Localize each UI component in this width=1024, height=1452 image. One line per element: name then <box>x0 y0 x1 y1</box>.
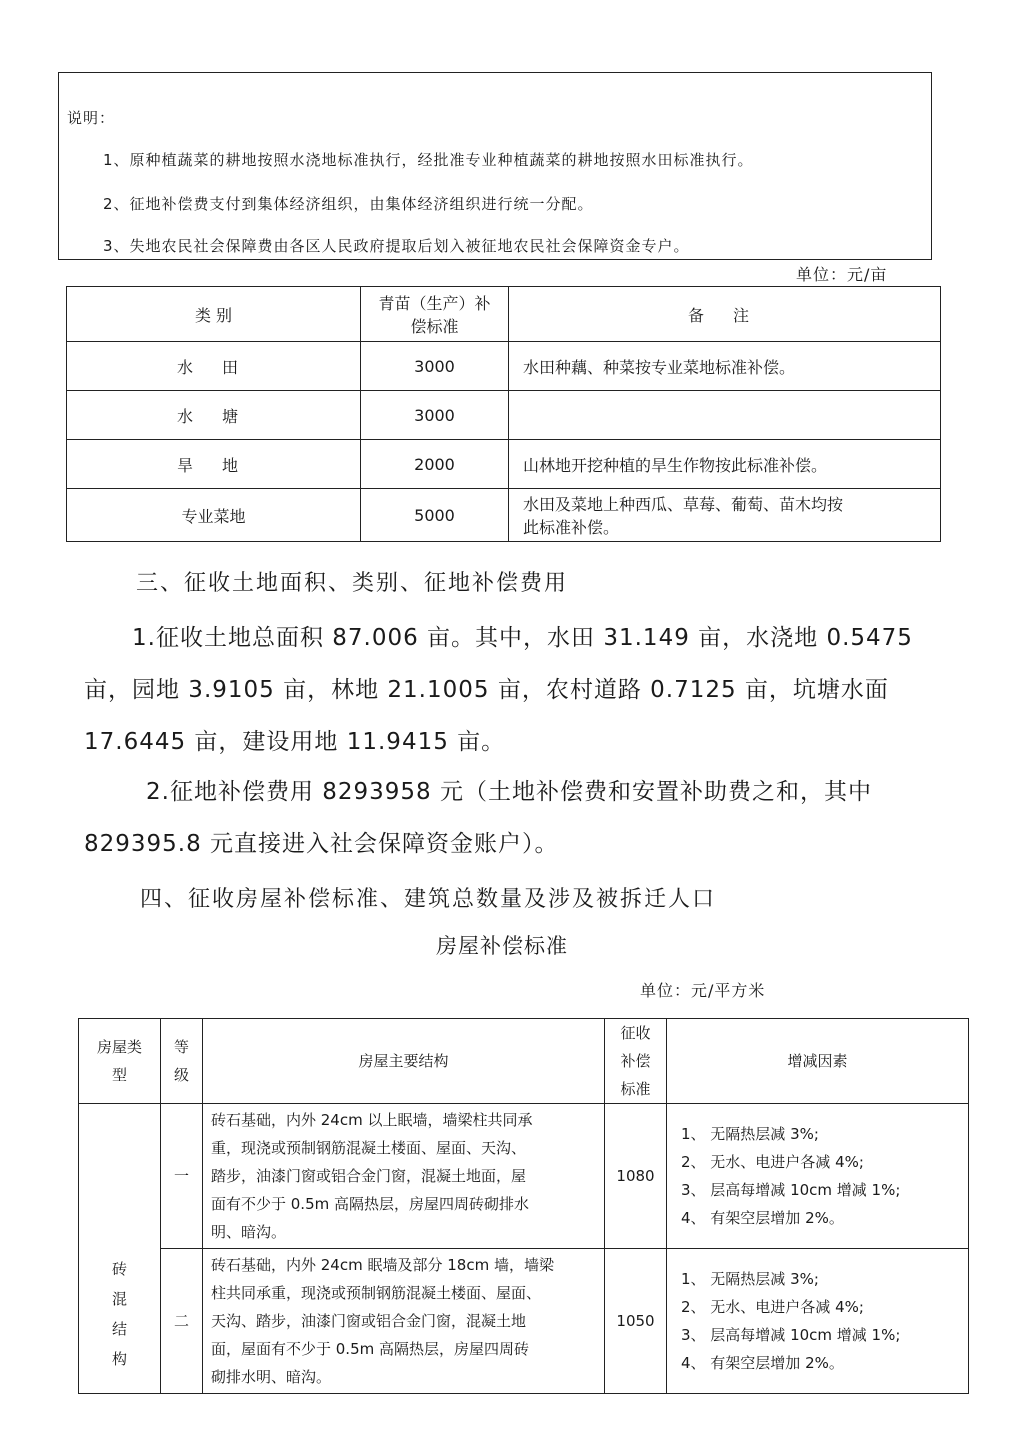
header-remark: 备 注 <box>509 287 941 342</box>
header-house-type-line1: 房屋类 <box>96 1038 142 1056</box>
row-remark-line2: 此标准补偿。 <box>523 518 620 537</box>
row-remark <box>509 391 941 440</box>
section4-heading: 四、征收房屋补偿标准、建筑总数量及涉及被拆迁人口 <box>140 887 717 912</box>
table1-unit: 单位：元/亩 <box>796 265 888 284</box>
header-standard-line1: 征收 <box>620 1024 651 1042</box>
row-standard: 5000 <box>361 489 509 542</box>
house-type-char: 砖 <box>111 1259 127 1278</box>
header-standard <box>361 287 509 342</box>
house-type-text <box>79 1254 160 1374</box>
row-category: 旱 地 <box>67 440 361 489</box>
header-house-type-line2: 型 <box>111 1066 127 1084</box>
table-row <box>67 440 941 489</box>
house-compensation-table <box>78 1018 969 1394</box>
factor-line: 1、 无隔热层减 3%; <box>681 1270 819 1288</box>
row-standard: 1050 <box>605 1249 667 1394</box>
factor-line: 3、 层高每增减 10cm 增减 1%; <box>681 1326 901 1344</box>
row-remark: 水田种藕、种菜按专业菜地标准补偿。 <box>509 342 941 391</box>
row-grade: 一 <box>161 1104 203 1249</box>
row-standard: 3000 <box>361 391 509 440</box>
house-type-char: 结 <box>111 1319 127 1338</box>
section3-p1-line1: 1.征收土地总面积 87.006 亩。其中，水田 31.149 亩，水浇地 0.5475 <box>132 625 913 651</box>
header-standard-line2: 补偿 <box>620 1052 651 1070</box>
section3-p1-line3: 17.6445 亩，建设用地 11.9415 亩。 <box>84 729 506 755</box>
house-table-title: 房屋补偿标准 <box>436 934 568 958</box>
header-standard-line1: 青苗（生产）补 <box>378 294 491 313</box>
factor-line: 2、 无水、电进户各减 4%; <box>681 1298 864 1316</box>
structure-line: 面有不少于 0.5m 高隔热层，房屋四周砖砌排水 <box>211 1195 530 1213</box>
header-standard <box>605 1019 667 1104</box>
structure-line: 砖石基础，内外 24cm 以上眠墙，墙梁柱共同承 <box>211 1111 533 1129</box>
header-category: 类 别 <box>67 287 361 342</box>
structure-line: 柱共同承重，现浇或预制钢筋混凝土楼面、屋面、 <box>211 1284 542 1302</box>
table-header-row <box>67 287 941 342</box>
header-grade <box>161 1019 203 1104</box>
row-standard: 1080 <box>605 1104 667 1249</box>
header-standard-line2: 偿标准 <box>410 317 459 336</box>
house-type-char: 混 <box>111 1289 127 1308</box>
factor-line: 3、 层高每增减 10cm 增减 1%; <box>681 1181 901 1199</box>
table2-unit: 单位：元/平方米 <box>640 981 766 1000</box>
notes-box <box>58 72 932 260</box>
note-item-1: 1、原种植蔬菜的耕地按照水浇地标准执行，经批准专业种植蔬菜的耕地按照水田标准执行。 <box>103 151 754 169</box>
factor-line: 2、 无水、电进户各减 4%; <box>681 1153 864 1171</box>
house-type-char: 构 <box>111 1349 127 1368</box>
table-row <box>67 342 941 391</box>
row-structure <box>203 1104 605 1249</box>
row-remark <box>509 489 941 542</box>
table-row <box>79 1104 969 1249</box>
row-factors <box>667 1104 969 1249</box>
row-category: 专业菜地 <box>67 489 361 542</box>
section3-p1-line2: 亩，园地 3.9105 亩，林地 21.1005 亩，农村道路 0.7125 亩，坑塘水面 <box>84 677 889 703</box>
structure-line: 天沟、踏步，油漆门窗或铝合金门窗，混凝土地 <box>211 1312 527 1330</box>
note-item-2: 2、征地补偿费支付到集体经济组织，由集体经济组织进行统一分配。 <box>103 195 594 213</box>
row-standard: 3000 <box>361 342 509 391</box>
row-grade: 二 <box>161 1249 203 1394</box>
factor-line: 4、 有架空层增加 2%。 <box>681 1209 844 1227</box>
table-row <box>79 1249 969 1394</box>
notes-title: 说明： <box>67 109 116 127</box>
header-factors: 增减因素 <box>667 1019 969 1104</box>
crop-compensation-table <box>66 286 941 542</box>
table-row <box>67 391 941 440</box>
factor-line: 1、 无隔热层减 3%; <box>681 1125 819 1143</box>
structure-line: 重，现浇或预制钢筋混凝土楼面、屋面、天沟、 <box>211 1139 527 1157</box>
header-grade-line1: 等 <box>173 1038 189 1056</box>
structure-line: 砖石基础，内外 24cm 眠墙及部分 18cm 墙，墙梁 <box>211 1256 554 1274</box>
row-standard: 2000 <box>361 440 509 489</box>
row-factors <box>667 1249 969 1394</box>
row-remark: 山林地开挖种植的旱生作物按此标准补偿。 <box>509 440 941 489</box>
structure-line: 砌排水明、暗沟。 <box>211 1368 332 1386</box>
note-item-3: 3、失地农民社会保障费由各区人民政府提取后划入被征地农民社会保障资金专户。 <box>103 237 690 255</box>
section3-heading: 三、征收土地面积、类别、征地补偿费用 <box>136 571 569 596</box>
row-category: 水 田 <box>67 342 361 391</box>
house-type-cell <box>79 1104 161 1394</box>
header-structure: 房屋主要结构 <box>203 1019 605 1104</box>
section3-p2-line1: 2.征地补偿费用 8293958 元（土地补偿费和安置补助费之和，其中 <box>146 779 872 805</box>
structure-line: 踏步，油漆门窗或铝合金门窗，混凝土地面，屋 <box>211 1167 527 1185</box>
header-standard-line3: 标准 <box>620 1080 651 1098</box>
row-remark-line1: 水田及菜地上种西瓜、草莓、葡萄、苗木均按 <box>523 495 844 514</box>
header-house-type <box>79 1019 161 1104</box>
row-category: 水 塘 <box>67 391 361 440</box>
structure-line: 面，屋面有不少于 0.5m 高隔热层，房屋四周砖 <box>211 1340 530 1358</box>
factor-line: 4、 有架空层增加 2%。 <box>681 1354 844 1372</box>
table-header-row <box>79 1019 969 1104</box>
row-structure <box>203 1249 605 1394</box>
header-grade-line2: 级 <box>173 1066 189 1084</box>
section3-p2-line2: 829395.8 元直接进入社会保障资金账户）。 <box>84 831 559 857</box>
table-row <box>67 489 941 542</box>
structure-line: 明、暗沟。 <box>211 1223 287 1241</box>
